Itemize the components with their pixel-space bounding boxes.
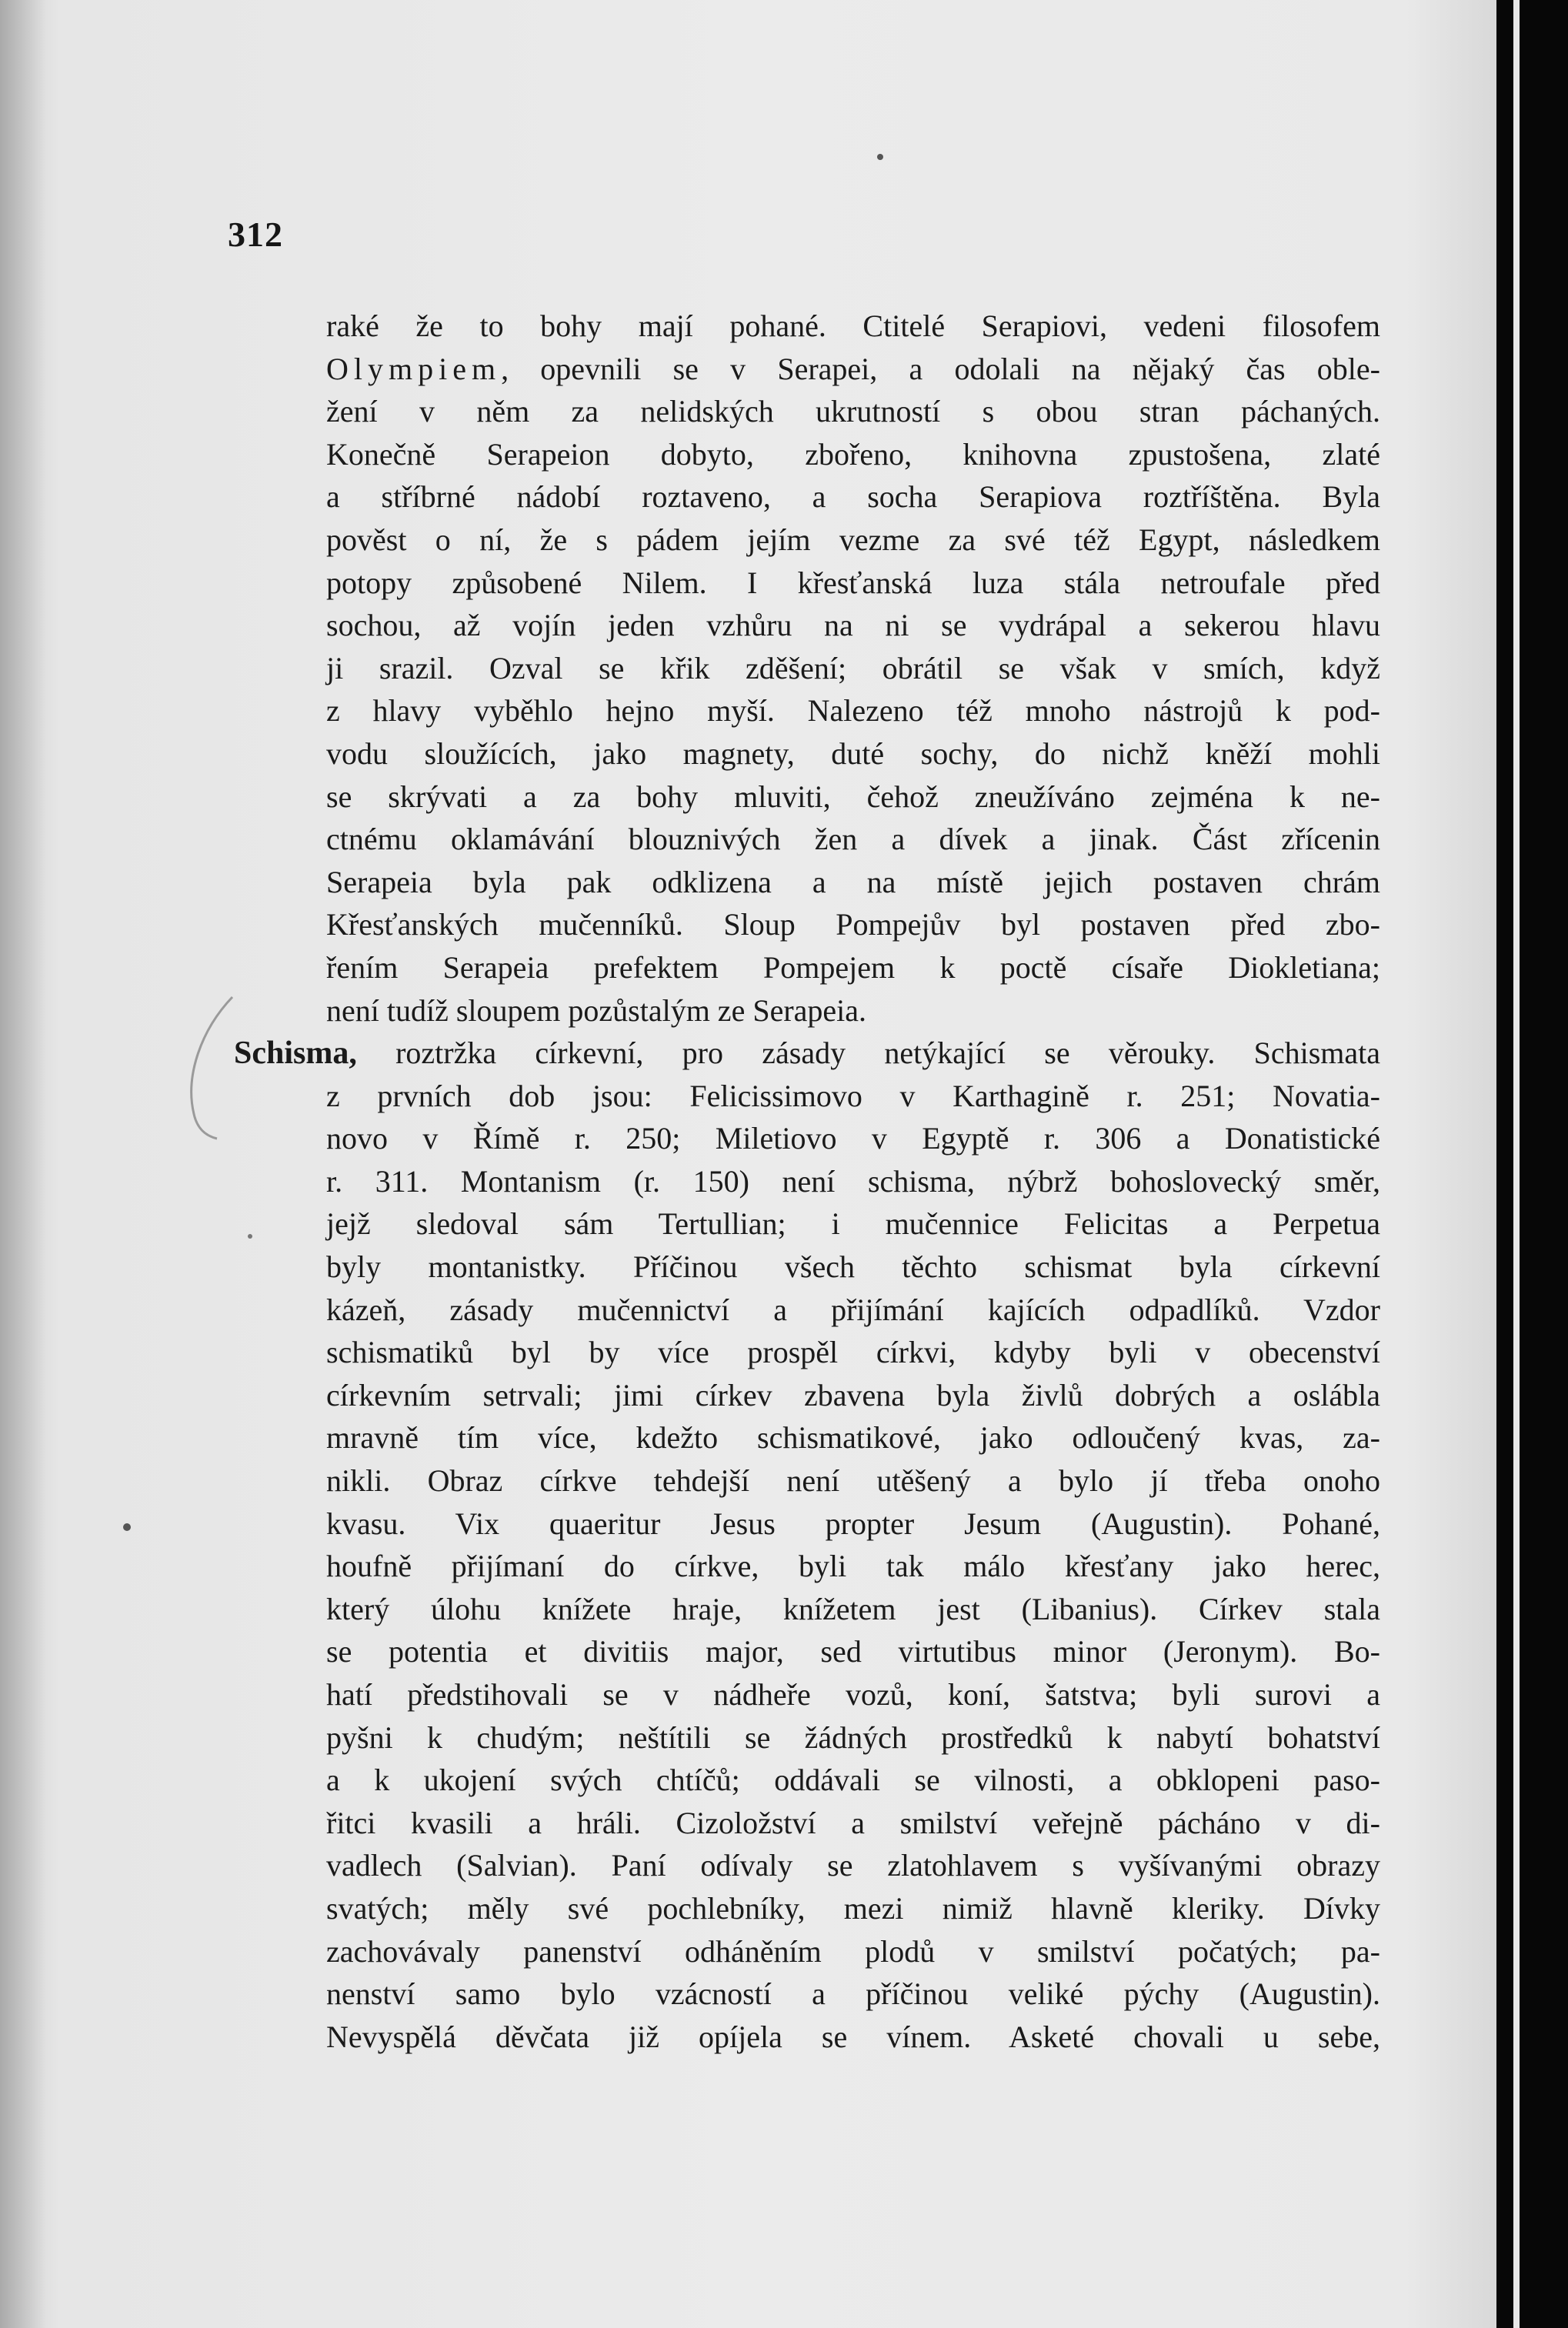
text-line: ji srazil. Ozval se křik zděšení; obrátil se však v smích, když [326, 650, 1380, 685]
scan-border-strip [1513, 0, 1520, 2328]
text-line: schismatiků byl by více prospěl církvi, kdyby byli v obecenství [326, 1335, 1380, 1370]
text-line: r. 311. Montanism (r. 150) není schisma, nýbrž bohoslovecký směr, [326, 1163, 1380, 1199]
scan-border [1496, 0, 1568, 2328]
text-line: novo v Římě r. 250; Miletiovo v Egyptě r. 306 a Donatistické [326, 1121, 1380, 1156]
text-line: a k ukojení svých chtíčů; oddávali se vilnosti, a obklopeni paso- [326, 1763, 1380, 1798]
pencil-margin-mark [171, 991, 240, 1145]
text-line: žení v něm za nelidských ukrutností s obou stran páchaných. [326, 394, 1380, 429]
text-line: z hlavy vyběhlo hejno myší. Nalezeno též mnoho nástrojů k pod- [326, 693, 1380, 729]
text-line: řitci kvasili a hráli. Cizoložství a smilství veřejně pácháno v di- [326, 1805, 1380, 1840]
spaced-name: Olympiem [326, 351, 502, 386]
text-line: a stříbrné nádobí roztaveno, a socha Serapiova roztříštěna. Byla [326, 479, 1380, 515]
text-line: nenství samo bylo vzácností a příčinou veliké pýchy (Augustin). [326, 1976, 1380, 2012]
text-line: vodu sloužících, jako magnety, duté sochy, do nichž kněží mohli [326, 735, 1380, 771]
text-line: Konečně Serapeion dobyto, zbořeno, knihovna zpustošena, zlaté [326, 436, 1380, 472]
entry-definition: roztržka církevní, pro zásady netýkající se věrouky. Schismata [395, 1036, 1380, 1071]
line-remainder: , opevnili se v Serapei, a odolali na nějaký čas oble- [501, 351, 1380, 386]
text-line: zachovávaly panenství odháněním plodů v smilství počatých; pa- [326, 1933, 1380, 1969]
text-line: Křesťanských mučenníků. Sloup Pompejův byl postaven před zbo- [326, 907, 1380, 942]
text-line: vadlech (Salvian). Paní odívaly se zlatohlavem s vyšívanými obrazy [326, 1848, 1380, 1883]
body-text [234, 305, 1380, 2058]
text-line: církevním setrvali; jimi církev zbavena byla živlů dobrých a oslábla [326, 1377, 1380, 1412]
text-line: řením Serapeia prefektem Pompejem k poctě císaře Diokletiana; [326, 949, 1380, 985]
text-line: sochou, až vojín jeden vzhůru na ni se vydrápal a sekerou hlavu [326, 608, 1380, 643]
page-number: 312 [228, 215, 283, 254]
text-line: který úlohu knížete hraje, knížetem jest (Libanius). Církev stala [326, 1591, 1380, 1626]
scan-speck [123, 1523, 131, 1531]
entry-term: Schisma, [234, 1036, 357, 1072]
text-line: mravně tím více, kdežto schismatikové, jako odloučený kvas, za- [326, 1420, 1380, 1456]
text-line: kázeň, zásady mučennictví a přijímání kajících odpadlíků. Vzdor [326, 1292, 1380, 1327]
text-line: Nevyspělá děvčata již opíjela se vínem. Asketé chovali u sebe, [326, 2019, 1380, 2054]
text-line: potopy způsobené Nilem. I křesťanská luza stála netroufale před [326, 565, 1380, 600]
text-line: houfně přijímaní do církve, byli tak málo křesťany jako herec, [326, 1549, 1380, 1584]
text-line: z prvních dob jsou: Felicissimovo v Karthagině r. 251; Novatia- [326, 1078, 1380, 1113]
scan-speck [248, 1234, 252, 1239]
text-line: není tudíž sloupem pozůstalým ze Serapeia. [326, 992, 867, 1028]
text-line: jejž sledoval sám Tertullian; i mučennice Felicitas a Perpetua [326, 1206, 1380, 1242]
text-line: pyšni k chudým; neštítili se žádných prostředků k nabytí bohatství [326, 1719, 1380, 1755]
scan-speck [877, 154, 883, 160]
text-line: kvasu. Vix quaeritur Jesus propter Jesum (Augustin). Pohané, [326, 1506, 1380, 1541]
text-line: hatí předstihovali se v nádheře vozů, koní, šatstva; byli surovi a [326, 1677, 1380, 1712]
text-line: se skrývati a za bohy mluviti, čehož zneužíváno zejména k ne- [326, 779, 1380, 814]
text-line [326, 348, 1380, 391]
page-edge-shadow [0, 0, 46, 2328]
text-line: raké že to bohy mají pohané. Ctitelé Serapiovi, vedeni filosofem [326, 309, 1380, 343]
text-line: ctnému oklamávání blouznivých žen a dívek a jinak. Část zřícenin [326, 822, 1380, 857]
text-line: pověst o ní, že s pádem jejím vezme za své též Egypt, následkem [326, 522, 1380, 557]
text-line: se potentia et divitiis major, sed virtutibus minor (Jeronym). Bo- [326, 1634, 1380, 1669]
text-line: nikli. Obraz církve tehdejší není utěšený a bylo jí třeba onoho [326, 1463, 1380, 1499]
text-line: svatých; měly své pochlebníky, mezi nimiž hlavně kleriky. Dívky [326, 1890, 1380, 1926]
text-line: byly montanistky. Příčinou všech těchto schismat byla církevní [326, 1249, 1380, 1285]
entry-first-line [234, 1032, 1380, 1075]
text-line: Serapeia byla pak odklizena a na místě jejich postaven chrám [326, 864, 1380, 899]
